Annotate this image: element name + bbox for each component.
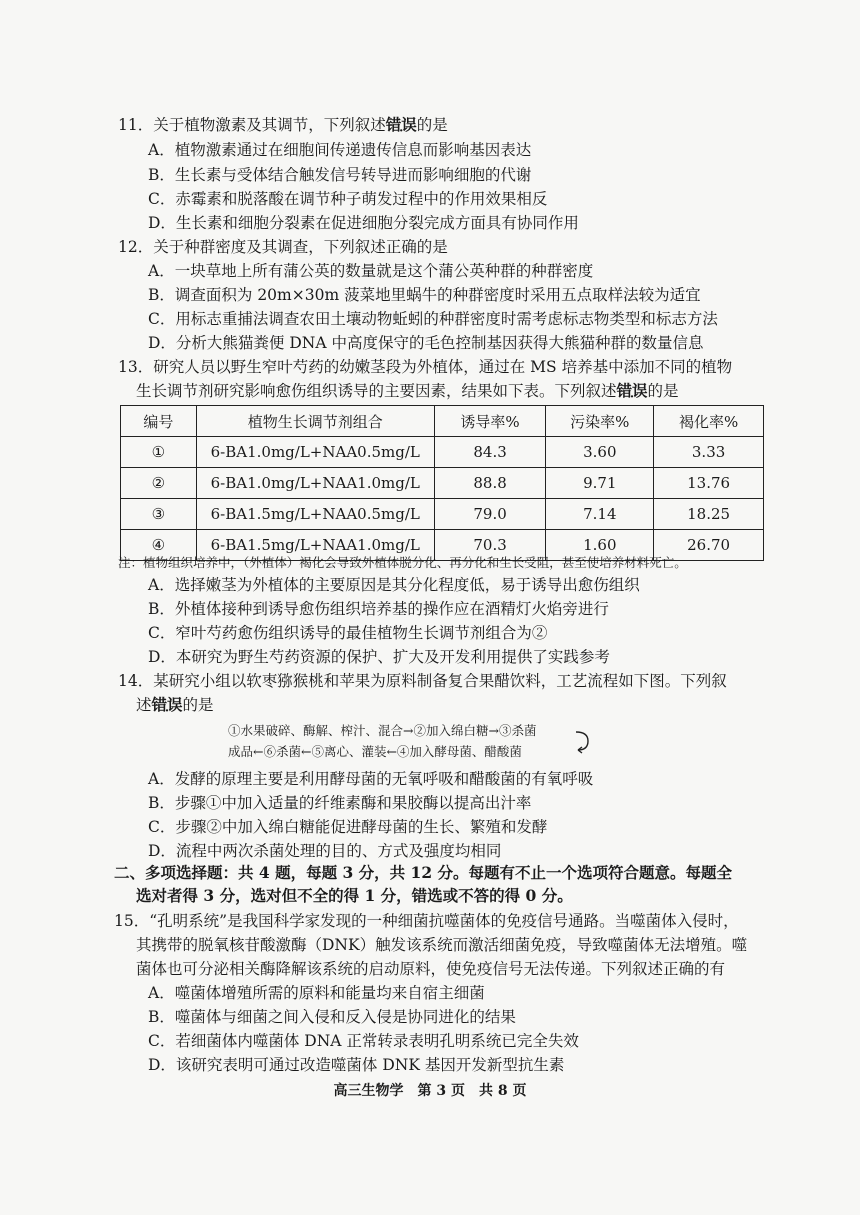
table-cell: ① (121, 437, 197, 468)
table-cell: 6-BA1.5mg/L+NAA0.5mg/L (196, 499, 434, 530)
header-cell: 植物生长调节剂组合 (196, 406, 434, 437)
table-cell: 13.76 (654, 468, 764, 499)
q11-option-b: B．生长素与受体结合触发信号转导进而影响细胞的代谢 (148, 166, 532, 184)
q13-table-note: 注：植物组织培养中，（外植体）褐化会导致外植体脱分化、再分化和生长受阻，甚至使培养材料死亡。 (118, 555, 687, 570)
table-cell: 79.0 (434, 499, 546, 530)
table-cell: 9.71 (546, 468, 654, 499)
header-cell: 褐化率% (654, 406, 764, 437)
q15-option-b: B．噬菌体与细菌之间入侵和反入侵是协同进化的结果 (148, 1008, 516, 1026)
q12-option-b: B．调查面积为 20m×30m 菠菜地里蜗牛的种群密度时采用五点取样法较为适宜 (148, 286, 701, 304)
table-cell: ④ (121, 530, 197, 561)
q13-stem-line2 (136, 380, 679, 402)
q13-stem-line1: 13．研究人员以野生窄叶芍药的幼嫩茎段为外植体，通过在 MS 培养基中添加不同的植物 (118, 358, 733, 376)
q13-option-b: B．外植体接种到诱导愈伤组织培养基的操作应在酒精灯火焰旁进行 (148, 600, 609, 618)
process-flow-row2: 成品←⑥杀菌←⑤离心、灌装←④加入酵母菌、醋酸菌 (228, 744, 522, 759)
q14-option-d: D．流程中两次杀菌处理的目的、方式及强度均相同 (148, 842, 502, 860)
q14-option-b: B．步骤①中加入适量的纤维素酶和果胶酶以提高出汁率 (148, 794, 532, 812)
q14-stem-line2 (136, 694, 214, 716)
process-flow-row1: ①水果破碎、酶解、榨汁、混合→②加入绵白糖→③杀菌 (228, 723, 537, 738)
table-cell: 6-BA1.0mg/L+NAA1.0mg/L (196, 468, 434, 499)
q15-option-a: A．噬菌体增殖所需的原料和能量均来自宿主细菌 (148, 984, 485, 1002)
q14-emphasis: 错误 (151, 695, 183, 714)
q12-option-a: A．一块草地上所有蒲公英的数量就是这个蒲公英种群的种群密度 (148, 262, 594, 280)
q14-option-c: C．步骤②中加入绵白糖能促进酵母菌的生长、繁殖和发酵 (148, 818, 548, 836)
q14-stem-end: 的是 (182, 696, 214, 714)
q15-stem-line3: 菌体也可分泌相关酶降解该系统的启动原料，使免疫信号无法传递。下列叙述正确的有 (136, 960, 726, 978)
header-cell: 编号 (121, 406, 197, 437)
header-cell: 污染率% (546, 406, 654, 437)
table-row (121, 499, 764, 530)
table-cell: 1.60 (546, 530, 654, 561)
page-footer: 高三生物学 第 3 页 共 8 页 (333, 1083, 527, 1099)
q14-stem-line1: 14．某研究小组以软枣猕猴桃和苹果为原料制备复合果醋饮料，工艺流程如下图。下列叙 (118, 672, 727, 690)
q12-option-d: D．分析大熊猫粪便 DNA 中高度保守的毛色控制基因获得大熊猫种群的数量信息 (148, 334, 704, 352)
section-2-instructions: 选对者得 3 分，选对但不全的得 1 分，错选或不答的得 0 分。 (136, 886, 573, 905)
table-cell: ② (121, 468, 197, 499)
q13-option-d: D．本研究为野生芍药资源的保护、扩大及开发利用提供了实践参考 (148, 648, 610, 666)
table-cell: 84.3 (434, 437, 546, 468)
table-row (121, 468, 764, 499)
q13-stem-text: 生长调节剂研究影响愈伤组织诱导的主要因素，结果如下表。下列叙述 (136, 382, 617, 400)
table-cell: 3.60 (546, 437, 654, 468)
q11-option-a: A．植物激素通过在细胞间传递遗传信息而影响基因表达 (148, 141, 532, 159)
q13-option-a: A．选择嫩茎为外植体的主要原因是其分化程度低，易于诱导出愈伤组织 (148, 576, 640, 594)
table-header-row (121, 406, 764, 437)
table-cell: ③ (121, 499, 197, 530)
table-cell: 6-BA1.0mg/L+NAA0.5mg/L (196, 437, 434, 468)
table-cell: 7.14 (546, 499, 654, 530)
flow-return-arrow-icon (574, 728, 594, 754)
q15-option-c: C．若细菌体内噬菌体 DNA 正常转录表明孔明系统已完全失效 (148, 1032, 579, 1050)
q12-option-c: C．用标志重捕法调查农田土壤动物蚯蚓的种群密度时需考虑标志物类型和标志方法 (148, 310, 718, 328)
section-2-heading: 二、多项选择题：共 4 题，每题 3 分，共 12 分。每题有不止一个选项符合题意。每题全 (114, 863, 733, 882)
q11-option-c: C．赤霉素和脱落酸在调节种子萌发过程中的作用效果相反 (148, 190, 548, 208)
q11-emphasis: 错误 (385, 115, 417, 134)
table-cell: 18.25 (654, 499, 764, 530)
table-cell: 6-BA1.5mg/L+NAA1.0mg/L (196, 530, 434, 561)
header-cell: 诱导率% (434, 406, 546, 437)
q14-option-a: A．发酵的原理主要是利用酵母菌的无氧呼吸和醋酸菌的有氧呼吸 (148, 770, 594, 788)
table-cell: 26.70 (654, 530, 764, 561)
table-cell: 70.3 (434, 530, 546, 561)
q13-option-c: C．窄叶芍药愈伤组织诱导的最佳植物生长调节剂组合为② (148, 624, 548, 642)
q11-stem (118, 114, 448, 136)
q13-stem-end: 的是 (647, 382, 679, 400)
q13-results-table (120, 405, 764, 561)
q15-stem-line1: 15．“孔明系统”是我国科学家发现的一种细菌抗噬菌体的免疫信号通路。当噬菌体入侵时， (114, 912, 739, 930)
table-cell: 3.33 (654, 437, 764, 468)
q11-stem-end: 的是 (416, 116, 448, 134)
q15-option-d: D．该研究表明可通过改造噬菌体 DNK 基因开发新型抗生素 (148, 1056, 565, 1074)
q15-stem-line2: 其携带的脱氧核苷酸激酶（DNK）触发该系统而激活细菌免疫，导致噬菌体无法增殖。噬 (136, 936, 748, 954)
table-cell: 88.8 (434, 468, 546, 499)
q12-stem: 12．关于种群密度及其调查，下列叙述正确的是 (118, 238, 448, 256)
q13-emphasis: 错误 (616, 381, 648, 400)
table-row (121, 437, 764, 468)
q11-option-d: D．生长素和细胞分裂素在促进细胞分裂完成方面具有协同作用 (148, 214, 579, 232)
q14-stem-text: 述 (136, 696, 152, 714)
q11-stem-text: 11．关于植物激素及其调节，下列叙述 (118, 116, 386, 134)
